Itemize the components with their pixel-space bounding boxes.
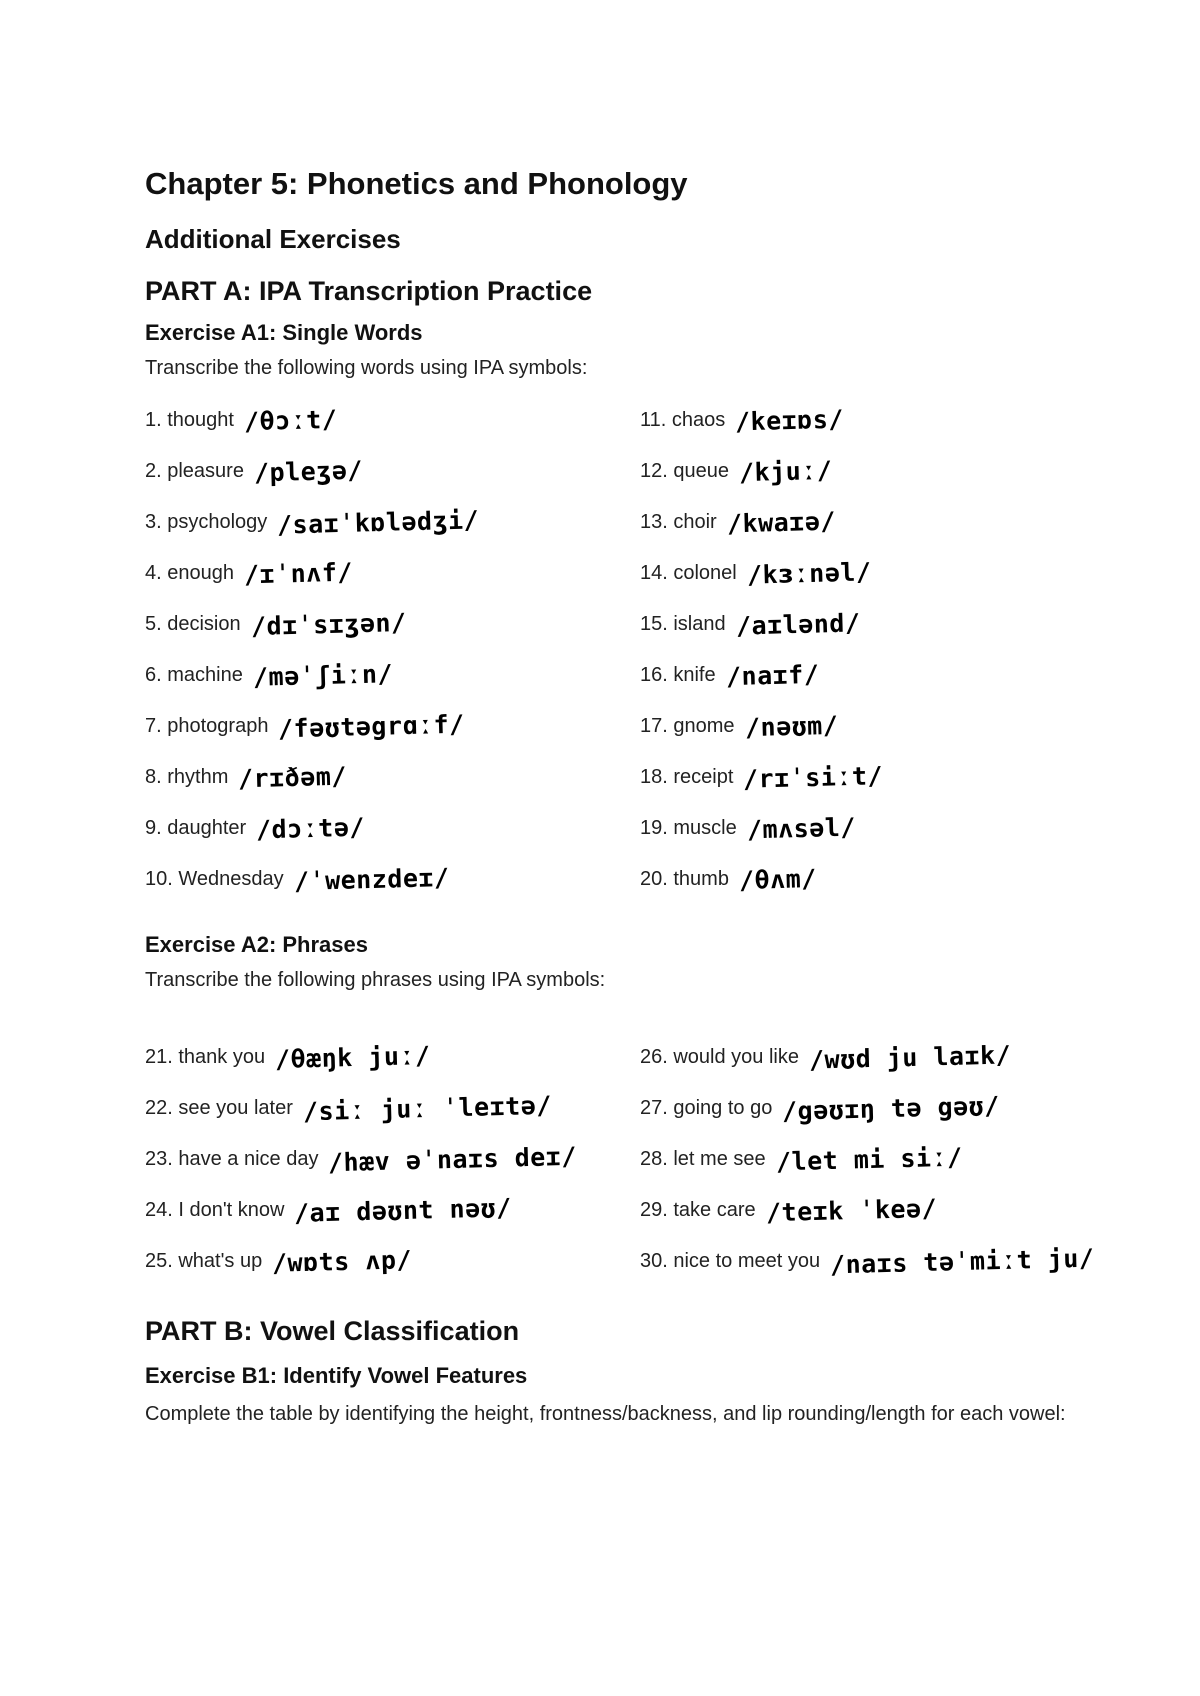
chapter-title: Chapter 5: Phonetics and Phonology [145,166,688,201]
item-label: 8. rhythm [145,765,229,788]
exercise-item [640,552,871,594]
handwritten-answer: /pleʒə/ [253,455,364,487]
exercise-item [640,705,838,747]
exercise-item [640,1087,1000,1129]
item-label: 14. colonel [640,561,737,584]
exercise-item [145,501,479,543]
exercise-item [640,1189,937,1231]
item-label: 12. queue [640,459,729,482]
exercise-item [640,756,883,798]
item-label: 23. have a nice day [145,1147,319,1170]
handwritten-answer: /nəʊm/ [744,710,839,742]
handwritten-answer: /wɒts ʌp/ [271,1244,413,1278]
part-b-heading: PART B: Vowel Classification [145,1316,520,1346]
exercise-item [145,1240,412,1282]
exercise-item [640,654,819,696]
handwritten-answer: /ˈwenzdeɪ/ [293,862,450,896]
handwritten-answer: /kjuː/ [738,455,833,487]
handwritten-answer: /naɪf/ [725,659,820,691]
exercise-a2-heading: Exercise A2: Phrases [145,932,368,957]
exercise-item [145,603,406,645]
handwritten-answer: /məˈʃiːn/ [252,658,394,692]
item-label: 19. muscle [640,816,737,839]
part-a-heading: PART A: IPA Transcription Practice [145,276,593,306]
item-label: 20. thumb [640,867,729,890]
handwritten-answer: /keɪɒs/ [734,404,845,436]
exercise-item [145,654,393,696]
handwritten-answer: /aɪ dəʊnt nəʊ/ [294,1192,513,1228]
item-label: 4. enough [145,561,234,584]
item-label: 18. receipt [640,765,734,788]
handwritten-answer: /θæŋk juː/ [274,1040,431,1074]
handwritten-answer: /rɪðəm/ [237,761,348,793]
handwritten-answer: /naɪs təˈmiːt ju/ [829,1243,1095,1279]
item-label: 6. machine [145,663,243,686]
handwritten-answer: /θɔːt/ [243,404,338,436]
item-label: 28. let me see [640,1147,766,1170]
exercise-a2-instruction: Transcribe the following phrases using IPA symbols: [145,969,606,991]
item-label: 21. thank you [145,1045,266,1068]
item-label: 13. choir [640,510,717,533]
exercise-item [145,705,465,747]
handwritten-answer: /wʊd ju laɪk/ [808,1039,1012,1075]
item-label: 22. see you later [145,1096,293,1119]
exercise-b1-instruction: Complete the table by identifying the height, frontness/backness, and lip rounding/length for each vowel: [145,1403,1066,1425]
exercise-b1-heading: Exercise B1: Identify Vowel Features [145,1363,528,1388]
handwritten-answer: /mʌsəl/ [746,812,856,844]
handwritten-answer: /siː juː ˈleɪtə/ [302,1090,553,1126]
handwritten-answer: /ɪˈnʌf/ [243,557,354,589]
item-label: 11. chaos [640,408,726,431]
exercise-item [145,450,363,492]
handwritten-answer: /aɪlənd/ [735,607,861,641]
item-label: 1. thought [145,408,234,431]
exercise-item [145,1087,552,1129]
item-label: 5. decision [145,612,241,635]
item-label: 15. island [640,612,726,635]
exercise-item [640,1138,962,1180]
exercise-item [640,1036,1011,1078]
exercise-a1-heading: Exercise A1: Single Words [145,320,423,345]
handwritten-answer: /hæv əˈnaɪs deɪ/ [328,1141,578,1177]
item-label: 30. nice to meet you [640,1249,821,1272]
exercise-item [640,807,856,849]
exercise-a1-instruction: Transcribe the following words using IPA symbols: [145,357,588,379]
item-label: 27. going to go [640,1096,773,1119]
handwritten-answer: /dɪˈsɪʒən/ [250,607,407,641]
handwritten-answer: /let mi siː/ [775,1142,963,1176]
exercise-item [640,1240,1094,1282]
exercise-item [145,1138,577,1180]
exercise-item [640,501,836,543]
exercise-item [145,756,347,798]
item-label: 29. take care [640,1198,756,1221]
exercise-item [640,858,817,900]
handwritten-answer: /kwaɪə/ [726,506,836,538]
handwritten-answer: /dɔːtə/ [255,812,366,844]
item-label: 7. photograph [145,714,269,737]
exercise-item [145,552,353,594]
exercise-item [145,858,449,900]
item-label: 3. psychology [145,510,268,533]
item-label: 26. would you like [640,1045,799,1068]
item-label: 25. what's up [145,1249,263,1272]
exercise-item [145,807,365,849]
item-label: 2. pleasure [145,459,244,482]
exercise-item [145,1036,431,1078]
exercise-item [145,1189,512,1231]
handwritten-answer: /rɪˈsiːt/ [743,760,884,794]
handwritten-answer: /saɪˈkɒlədʒi/ [276,504,480,540]
handwritten-answer: /fəʊtəgrɑːf/ [278,709,466,743]
item-label: 9. daughter [145,816,247,839]
handwritten-answer: /teɪk ˈkeə/ [765,1193,938,1227]
exercise-item [640,399,844,441]
item-label: 17. gnome [640,714,735,737]
item-label: 24. I don't know [145,1198,285,1221]
exercise-item [145,399,337,441]
exercise-item [640,450,832,492]
subtitle: Additional Exercises [145,224,401,254]
item-label: 16. knife [640,663,716,686]
handwritten-answer: /kɜːnəl/ [746,556,872,590]
handwritten-answer: /gəʊɪŋ tə gəʊ/ [782,1090,1001,1126]
exercise-item [640,603,860,645]
item-label: 10. Wednesday [145,867,284,890]
handwritten-answer: /θʌm/ [738,863,818,895]
